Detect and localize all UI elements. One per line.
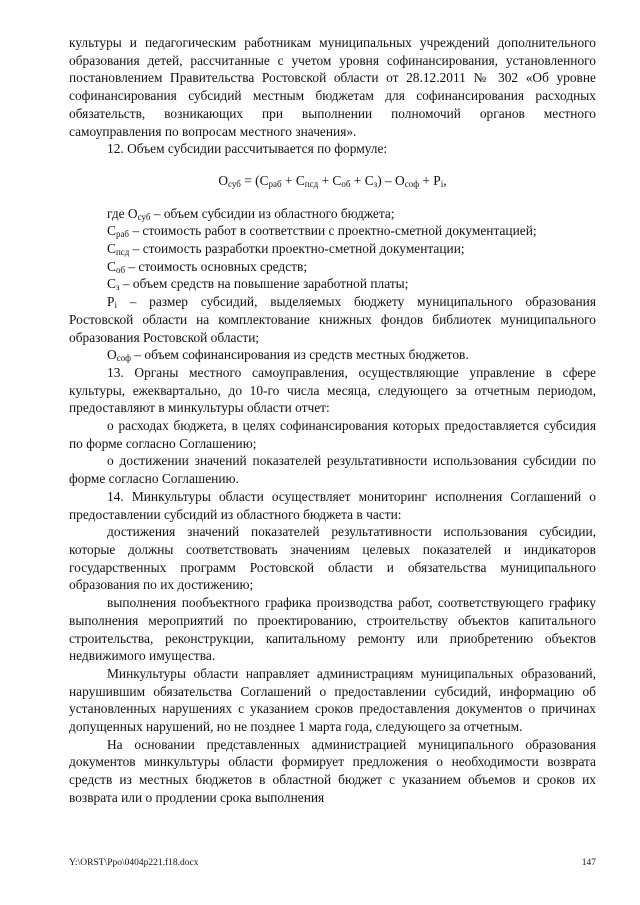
page-number: 147 bbox=[581, 858, 596, 868]
paragraph-continuation: культуры и педагогическим работникам муниципальных учреждений дополнительного образования детей, рассчитанные с учетом уровня софинансирования, установленного постановлением Правительства Ростовской области от 28.12.2011 № 302 «Об уровне софинансирования субсидий местным бюджетам для софинансирования расходных обязательств, возникающих при выполнении полномочий органов местного самоуправления по вопросам местного значения». bbox=[69, 35, 596, 139]
definition-o-sub: где $О_{суб}$ – объем субсидии из областного бюджета; bbox=[107, 205, 395, 222]
subsidy-formula: $О_{суб} = (С_{раб} + С_{псд} + С_{об} + С_з) - О_{соф} + Р_i$, bbox=[218, 172, 447, 189]
definition-p-i: $Р_i$ – размер субсидий, выделяемых бюджету муниципального образования Ростовской области на комплектование книжных фондов библиотек муниципального образования Ростовской области; bbox=[69, 294, 596, 345]
definition-c-rab: $С_{раб}$ – стоимость работ в соответствии с проектно-сметной документацией; bbox=[107, 223, 537, 240]
paragraph-13-item-expenses: о расходах бюджета, в целях софинансирования которых предоставляется субсидия по форме согласно Соглашению; bbox=[69, 418, 596, 451]
document-body bbox=[69, 34, 596, 807]
paragraph-violations: Минкультуры области направляет администрациям муниципальных образований, нарушившим обязательства Соглашений о предоставлении субсидий, информацию об установленных нарушениях с указанием сроков предоставления документов о причинах допущенных нарушений, но не позднее 1 марта года, следующего за отчетным. bbox=[69, 665, 596, 735]
paragraph-refund: На основании представленных администрацией муниципального образования документов минкультуры области формирует предложения о необходимости возврата средств из местных бюджетов в областной бюджет с указанием объемов и сроков их возврата или о продлении срока выполнения bbox=[69, 736, 596, 805]
definition-c-psd: $С_{псд}$ – стоимость разработки проектно-сметной документации; bbox=[107, 241, 465, 258]
paragraph-13-item-results: о достижении значений показателей результативности использования субсидии по форме согласно Соглашению. bbox=[69, 453, 596, 487]
footer-file-path: Y:\ORST\Ppo\0404p221.f18.docx bbox=[69, 858, 199, 868]
paragraph-12: 12. Объем субсидии рассчитывается по формуле: bbox=[107, 141, 388, 157]
paragraph-14-item-schedule: выполнения пообъектного графика производства работ, соответствующего графику выполнения мероприятий по проектированию, строительству объектов капитального строительства, реконструкции, капитальному ремонту или приобретению объектов недвижимого имущества. bbox=[69, 595, 596, 664]
definition-o-sof: $О_{соф}$ – объем софинансирования из средств местных бюджетов. bbox=[107, 347, 469, 364]
paragraph-14-item-indicators: достижения значений показателей результативности использования субсидии, которые должны соответствовать значениям целевых показателей и индикаторов государственных программ Ростовской области и обязательства муниципального образования по их достижению; bbox=[69, 524, 596, 593]
paragraph-14: 14. Минкультуры области осуществляет мониторинг исполнения Соглашений о предоставлении субсидий из областного бюджета в части: bbox=[69, 488, 596, 522]
definition-c-z: $С_з$ – объем средств на повышение заработной платы; bbox=[107, 276, 409, 293]
paragraph-13: 13. Органы местного самоуправления, осуществляющие управление в сфере культуры, ежеквартально, до 10-го числа месяца, следующего за отчетным периодом, предоставляют в минкультуры области отчет: bbox=[69, 364, 596, 416]
definition-c-ob: $С_{об}$ – стоимость основных средств; bbox=[107, 258, 308, 275]
